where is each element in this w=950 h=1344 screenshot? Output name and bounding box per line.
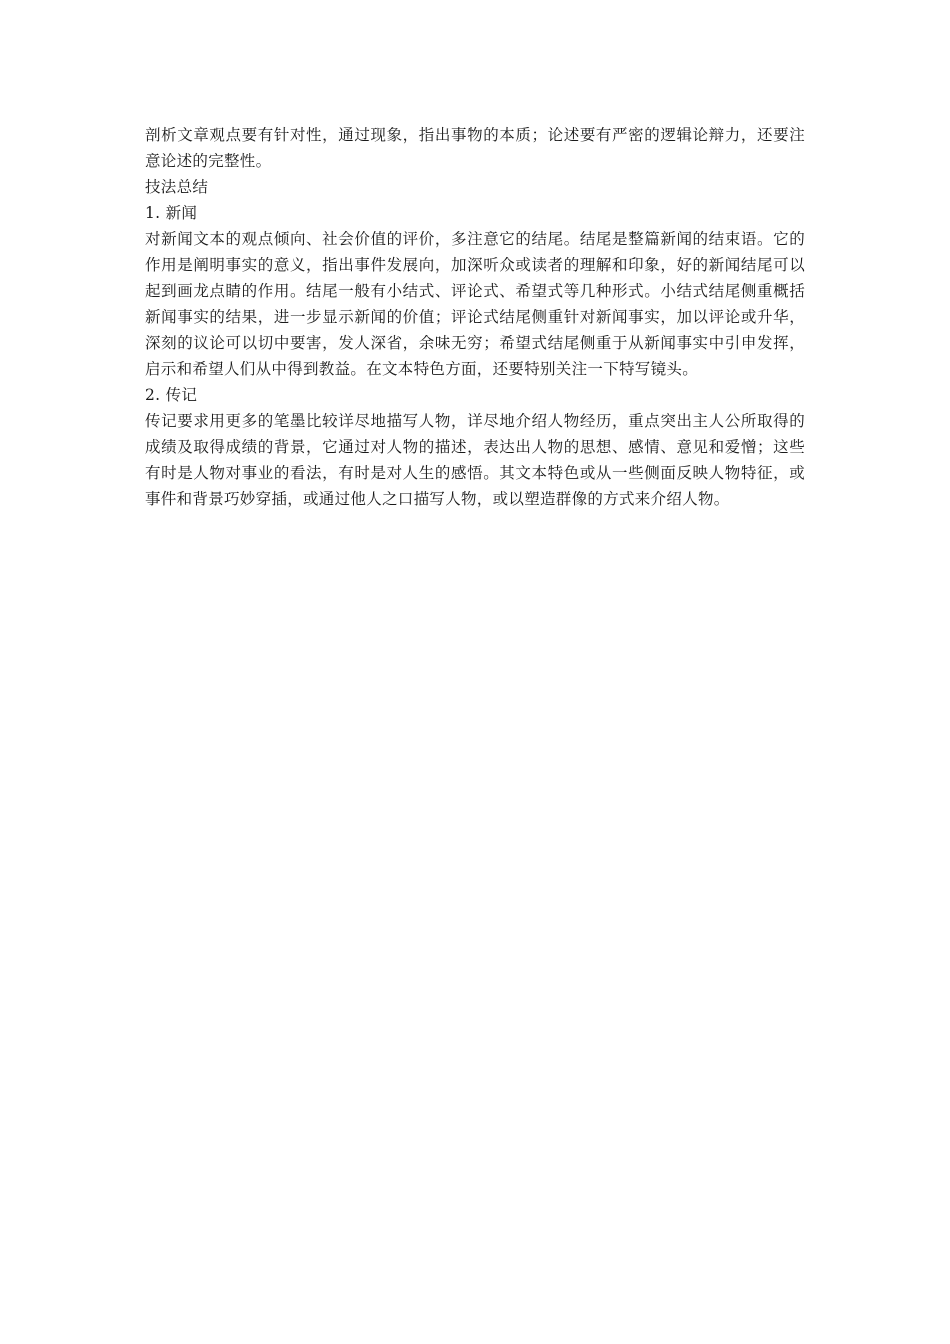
item-heading-biography: 2. 传记 [145,386,198,404]
section-title: 技法总结 [145,178,209,196]
document-body [145,122,805,512]
intro-paragraph: 剖析文章观点要有针对性，通过现象，指出事物的本质；论述要有严密的逻辑论辩力，还要注意论述的完整性。 [145,126,805,170]
item-body-news: 对新闻文本的观点倾向、社会价值的评价，多注意它的结尾。结尾是整篇新闻的结束语。它的作用是阐明事实的意义，指出事件发展向，加深听众或读者的理解和印象，好的新闻结尾可以起到画龙点睛的作用。结尾一般有小结式、评论式、希望式等几种形式。小结式结尾侧重概括新闻事实的结果，进一步显示新闻的价值；评论式结尾侧重针对新闻事实，加以评论或升华，深刻的议论可以切中要害，发人深省，余味无穷；希望式结尾侧重于从新闻事实中引申发挥，启示和希望人们从中得到教益。在文本特色方面，还要特别关注一下特写镜头。 [145,230,805,378]
item-heading-news: 1. 新闻 [145,204,198,222]
item-body-biography: 传记要求用更多的笔墨比较详尽地描写人物，详尽地介绍人物经历，重点突出主人公所取得的成绩及取得成绩的背景，它通过对人物的描述，表达出人物的思想、感情、意见和爱憎；这些有时是人物对事业的看法，有时是对人生的感悟。其文本特色或从一些侧面反映人物特征，或事件和背景巧妙穿插，或通过他人之口描写人物，或以塑造群像的方式来介绍人物。 [145,412,805,508]
